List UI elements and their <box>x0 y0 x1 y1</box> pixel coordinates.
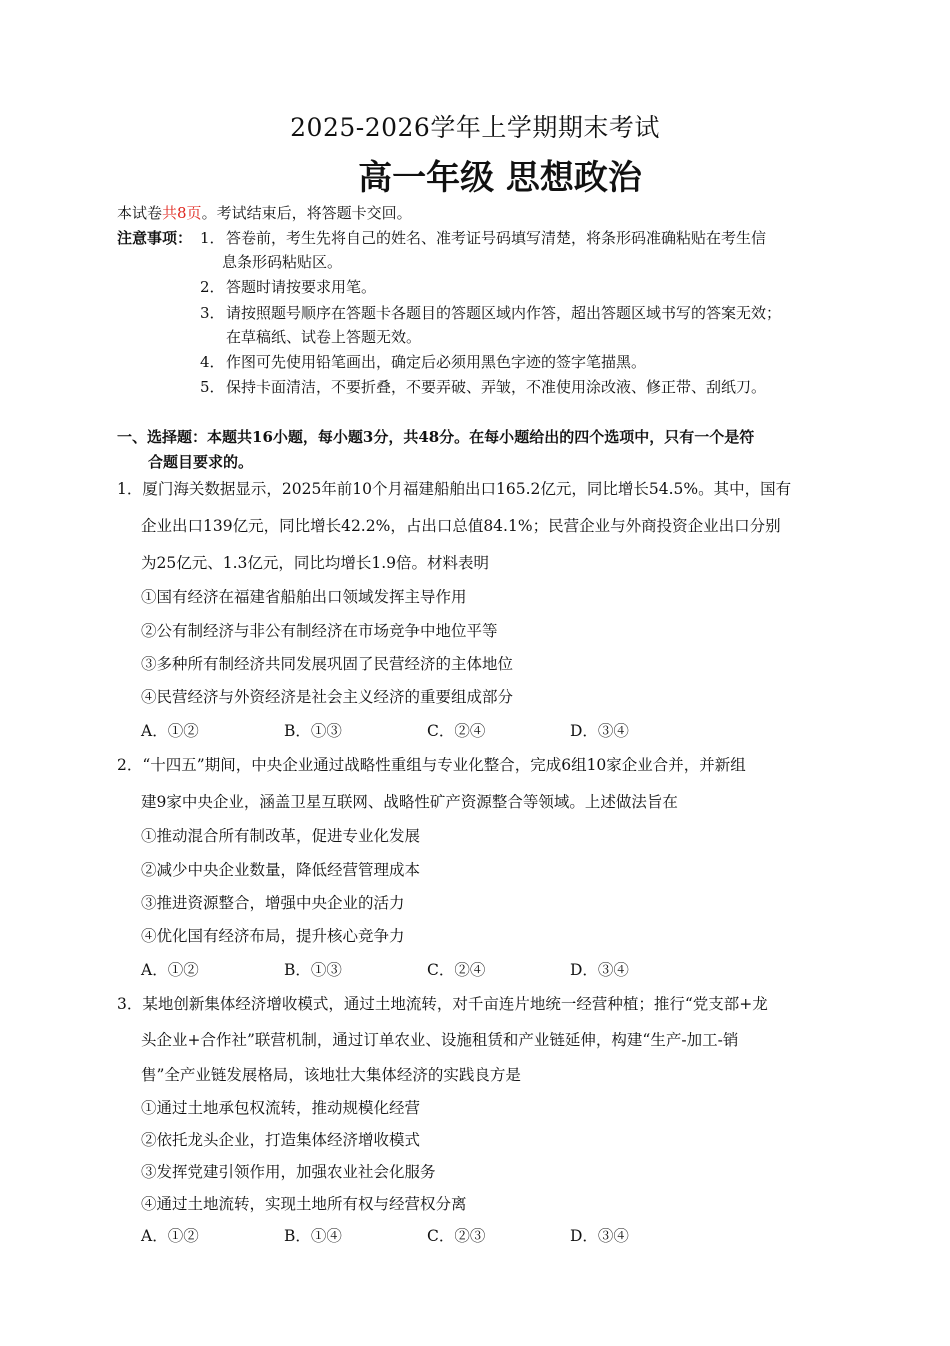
q3-item-2: ②依托龙头企业，打造集体经济增收模式 <box>141 1131 421 1149</box>
notice-item-4-num: 4． <box>200 353 225 371</box>
q2-stem-line1: 2．“十四五”期间，中央企业通过战略性重组与专业化整合，完成6组10家企业合并，并新组 <box>117 756 746 774</box>
q1-option-c: C．②④ <box>427 722 486 740</box>
page-count-highlight: 共8页 <box>162 204 202 222</box>
notice-item-1-line2: 息条形码粘贴区。 <box>222 253 343 271</box>
notice-item-1-num: 1． <box>200 229 225 247</box>
q1-stem-line3: 为25亿元、1.3亿元，同比均增长1.9倍。材料表明 <box>141 554 490 572</box>
q3-option-a: A．①② <box>141 1227 199 1245</box>
q1-item-3: ③多种所有制经济共同发展巩固了民营经济的主体地位 <box>141 655 514 673</box>
intro-line <box>117 202 412 223</box>
notice-item-3-num: 3． <box>200 304 225 322</box>
q3-stem-line1: 3．某地创新集体经济增收模式，通过土地流转，对千亩连片地统一经营种植；推行“党支部+龙 <box>117 995 768 1013</box>
q2-option-a: A．①② <box>141 961 199 979</box>
exam-title: 2025-2026学年上学期期末考试 <box>290 113 660 142</box>
q3-option-d: D．③④ <box>570 1227 629 1245</box>
q3-item-3: ③发挥党建引领作用，加强农业社会化服务 <box>141 1163 436 1181</box>
q1-option-d: D．③④ <box>570 722 629 740</box>
section-heading-line2: 合题目要求的。 <box>148 453 254 471</box>
q1-option-a: A．①② <box>141 722 199 740</box>
q2-option-c: C．②④ <box>427 961 486 979</box>
q3-option-b: B．①④ <box>284 1227 342 1245</box>
q3-option-c: C．②③ <box>427 1227 486 1245</box>
q2-stem-line2: 建9家中央企业，涵盖卫星互联网、战略性矿产资源整合等领域。上述做法旨在 <box>141 793 678 811</box>
notice-item-2-num: 2． <box>200 278 225 296</box>
q1-item-1: ①国有经济在福建省船舶出口领域发挥主导作用 <box>141 588 467 606</box>
q2-item-4: ④优化国有经济布局，提升核心竞争力 <box>141 927 405 945</box>
notice-label: 注意事项： <box>117 229 193 247</box>
q2-item-3: ③推进资源整合，增强中央企业的活力 <box>141 894 405 912</box>
intro-suffix: 。考试结束后，将答题卡交回。 <box>201 204 412 222</box>
notice-item-3-line1: 请按照题号顺序在答题卡各题目的答题区域内作答，超出答题区域书写的答案无效； <box>226 304 782 322</box>
intro-prefix: 本试卷 <box>117 204 163 222</box>
q1-item-2: ②公有制经济与非公有制经济在市场竞争中地位平等 <box>141 622 498 640</box>
q2-option-b: B．①③ <box>284 961 342 979</box>
q1-stem-line1: 1．厦门海关数据显示，2025年前10个月福建船舶出口165.2亿元，同比增长54.5%。其中，国有 <box>117 480 792 498</box>
notice-item-3-line2: 在草稿纸、试卷上答题无效。 <box>226 328 422 346</box>
notice-item-5-num: 5． <box>200 378 225 396</box>
notice-item-4-line1: 作图可先使用铅笔画出，确定后必须用黑色字迹的签字笔描黑。 <box>226 353 647 371</box>
q1-item-4: ④民营经济与外资经济是社会主义经济的重要组成部分 <box>141 688 514 706</box>
q1-option-b: B．①③ <box>284 722 342 740</box>
q2-item-2: ②减少中央企业数量，降低经营管理成本 <box>141 861 421 879</box>
q2-item-1: ①推动混合所有制改革，促进专业化发展 <box>141 827 421 845</box>
q3-item-4: ④通过土地流转，实现土地所有权与经营权分离 <box>141 1195 467 1213</box>
q2-option-d: D．③④ <box>570 961 629 979</box>
notice-item-2-line1: 答题时请按要求用笔。 <box>226 278 377 296</box>
q3-item-1: ①通过土地承包权流转，推动规模化经营 <box>141 1099 421 1117</box>
q1-stem-line2: 企业出口139亿元，同比增长42.2%，占出口总值84.1%；民营企业与外商投资企业出口分别 <box>141 517 781 535</box>
q3-stem-line3: 售”全产业链发展格局，该地壮大集体经济的实践良方是 <box>141 1066 521 1084</box>
exam-subject-title: 高一年级 思想政治 <box>358 158 642 198</box>
q3-stem-line2: 头企业+合作社”联营机制，通过订单农业、设施租赁和产业链延伸，构建“生产-加工-销 <box>141 1031 739 1049</box>
notice-item-1-line1: 答卷前，考生先将自己的姓名、准考证号码填写清楚，将条形码准确粘贴在考生信 <box>226 229 767 247</box>
section-heading-line1: 一、选择题：本题共16小题，每小题3分，共48分。在每小题给出的四个选项中，只有一个是符 <box>117 428 755 446</box>
notice-item-5-line1: 保持卡面清洁，不要折叠，不要弄破、弄皱，不准使用涂改液、修正带、刮纸刀。 <box>226 378 767 396</box>
